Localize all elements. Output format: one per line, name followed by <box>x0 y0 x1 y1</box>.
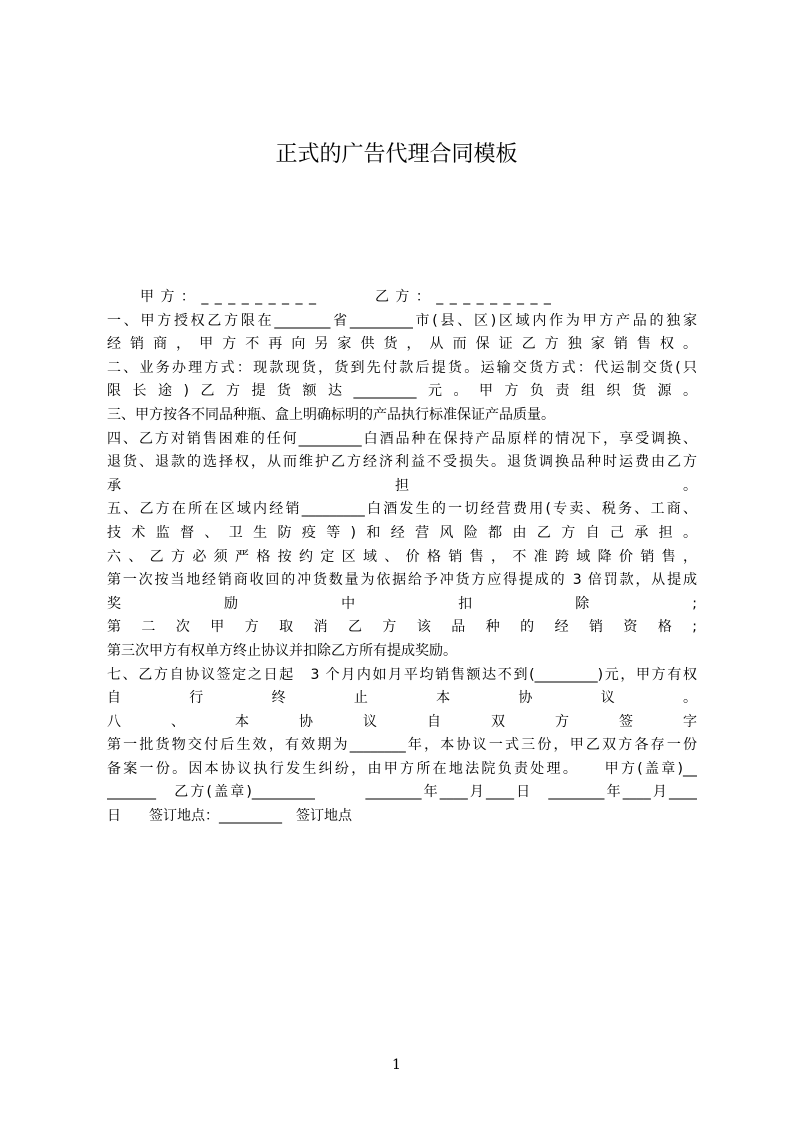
contract-line: 第一批货物交付后生效，有效期为________年，本协议一式三份，甲乙双方各存一份 <box>107 737 697 754</box>
contract-line: 备案一份。因本协议执行发生纠纷，由甲方所在地法院负责处理。 甲方(盖章)__ <box>107 760 697 777</box>
contract-line: 五、乙方在所在区域内经销_________白酒发生的一切经营费用(专卖、税务、工商、 <box>107 501 697 518</box>
contract-line: 八、本协议自双方签字 <box>107 713 697 730</box>
contract-line: 第二次甲方取消乙方该品种的经销资格; <box>107 619 697 636</box>
document-title: 正式的广告代理合同模板 <box>275 142 518 167</box>
contract-lines <box>107 310 697 829</box>
contract-line: 限长途)乙方提货额达_________元。甲方负责组织货源。 <box>107 383 697 400</box>
contract-line: 一、甲方授权乙方限在________省_________市(县、区)区域内作为甲方产品的独家 <box>107 312 697 329</box>
contract-line: 六、乙方必须严格按约定区域、价格销售，不准跨域降价销售， <box>107 548 697 565</box>
page-number: 1 <box>392 1057 401 1073</box>
contract-line: 自行终止本协议。 <box>107 690 697 707</box>
contract-line: 日 签订地点：_________ 签订地点 <box>107 808 352 825</box>
party-b-field: 乙 方 ： _ _ _ _ _ _ _ _ _ <box>374 289 552 305</box>
contract-line: 二、业务办理方式：现款现货，货到先付款后提货。运输交货方式：代运制交货(只 <box>107 359 697 376</box>
contract-line: 三、甲方按各不同品种瓶、盒上明确标明的产品执行标准保证产品质量。 <box>107 406 555 423</box>
parties-line <box>107 286 697 310</box>
contract-line: 承担。 <box>107 477 697 494</box>
contract-line: 七、乙方自协议签定之日起 3 个月内如月平均销售额达不到(_________)元，甲方有权 <box>107 666 697 683</box>
contract-body <box>107 286 697 829</box>
party-a-field: 甲 方 ： _ _ _ _ _ _ _ _ _ <box>140 289 317 305</box>
contract-line: 技术监督、卫生防疫等)和经营风险都由乙方自己承担。 <box>107 524 697 541</box>
contract-line: 第一次按当地经销商收回的冲货数量为依据给予冲货方应得提成的 3 倍罚款，从提成 <box>107 572 697 589</box>
contract-line: 四、乙方对销售困难的任何_________白酒品种在保持产品原样的情况下，享受调换、 <box>107 430 697 447</box>
contract-line: 奖励中扣除; <box>107 595 697 612</box>
contract-line: 第三次甲方有权单方终止协议并扣除乙方所有提成奖励。 <box>107 642 457 659</box>
contract-line: 经销商，甲方不再向另家供货，从而保证乙方独家销售权。 <box>107 336 697 353</box>
contract-line: 退货、退款的选择权，从而维护乙方经济利益不受损失。退货调换品种时运费由乙方 <box>107 454 697 471</box>
contract-line: _______ 乙方(盖章)_________ ________年____月____日 ________年____月____ <box>107 784 697 801</box>
